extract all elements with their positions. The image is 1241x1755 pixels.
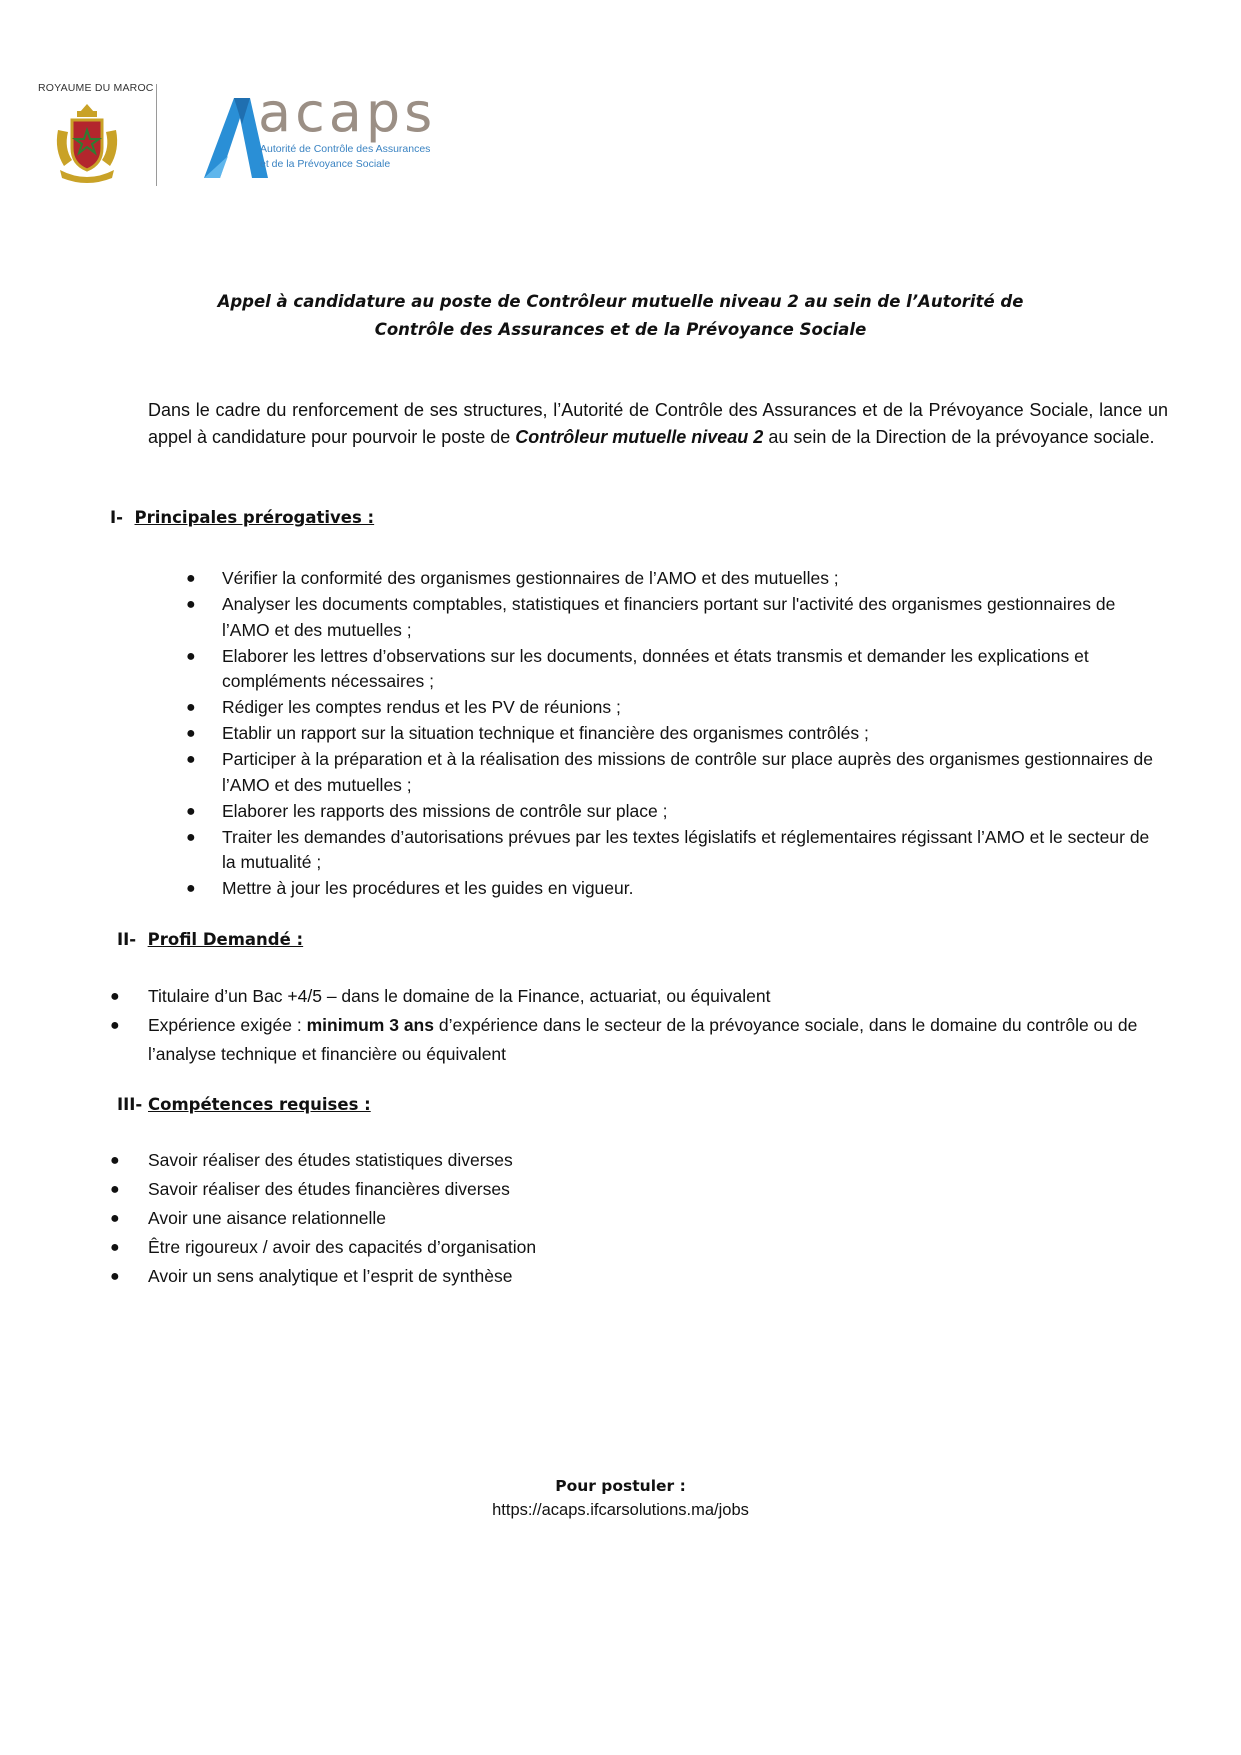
- list-item: ● Elaborer les lettres d’observations sur les documents, données et états transmis et demander les explications et compléments nécessaires ;: [186, 645, 1089, 691]
- section-3-heading: [117, 1095, 371, 1114]
- list-item: ● Expérience exigée : minimum 3 ans d’expérience dans le secteur de la prévoyance sociale, dans le domaine du contrôle ou de l’analyse technique et financière ou équivalent: [110, 1011, 1170, 1069]
- bullet-icon: ●: [186, 699, 196, 716]
- list-item: ● Mettre à jour les procédures et les guides en vigueur.: [186, 876, 1166, 902]
- list-item: ● Etablir un rapport sur la situation technique et financière des organismes contrôlés ;: [186, 721, 1166, 747]
- brand-name: acaps: [258, 81, 437, 144]
- list-item: ● Avoir une aisance relationnelle: [110, 1204, 1170, 1233]
- list-item: ● Participer à la préparation et à la réalisation des missions de contrôle sur place auprès des organismes gestionnaires de l’AMO et des mutuelles ;: [186, 749, 1153, 795]
- list-item: ● Savoir réaliser des études statistiques diverses: [110, 1146, 1170, 1175]
- intro-text-end: au sein de la Direction de la prévoyance sociale.: [763, 427, 1155, 447]
- kingdom-label: ROYAUME DU MAROC: [38, 82, 154, 94]
- coat-of-arms-icon: [50, 100, 124, 184]
- skills-list: [110, 1146, 1170, 1291]
- title-line-2: Contrôle des Assurances et de la Prévoyance Sociale: [374, 320, 867, 339]
- apply-label: Pour postuler :: [555, 1477, 686, 1495]
- list-item: ● Rédiger les comptes rendus et les PV de réunions ;: [186, 695, 1166, 721]
- section-1-number: I-: [110, 508, 123, 527]
- bullet-icon: ●: [110, 1017, 120, 1034]
- bullet-icon: ●: [110, 1210, 120, 1227]
- bullet-icon: ●: [186, 751, 196, 768]
- profile-list: [110, 982, 1170, 1069]
- list-item: ● Analyser les documents comptables, statistiques et financiers portant sur l'activité des organismes gestionnaires de l’AMO et des mutuelles ;: [186, 594, 1116, 640]
- section-2-heading: [117, 930, 303, 949]
- intro-position-name: Contrôleur mutuelle niveau 2: [515, 427, 764, 447]
- bullet-icon: ●: [186, 596, 196, 613]
- section-2-number: II-: [117, 930, 137, 949]
- bullet-icon: ●: [186, 570, 196, 587]
- experience-requirement: minimum 3 ans: [306, 1015, 434, 1035]
- bullet-icon: ●: [110, 1268, 120, 1285]
- bullet-icon: ●: [110, 1152, 120, 1169]
- bullet-icon: ●: [186, 647, 196, 665]
- section-3-title: Compétences requises :: [148, 1095, 371, 1114]
- section-1-heading: [110, 508, 374, 527]
- section-2-title: Profil Demandé :: [147, 930, 304, 949]
- intro-paragraph: [148, 397, 1168, 451]
- list-item: ● Elaborer les rapports des missions de contrôle sur place ;: [186, 799, 1166, 825]
- header-divider: [156, 84, 157, 186]
- list-item: ● Savoir réaliser des études financières diverses: [110, 1175, 1170, 1204]
- bullet-icon: ●: [186, 828, 196, 846]
- prerogatives-list: [186, 566, 1166, 902]
- bullet-icon: ●: [186, 725, 196, 742]
- bullet-icon: ●: [110, 1239, 120, 1256]
- brand-subtitle-line1: Autorité de Contrôle des Assurances: [260, 143, 431, 155]
- section-1-title: Principales prérogatives :: [134, 508, 375, 527]
- section-3-number: III-: [117, 1095, 143, 1114]
- bullet-icon: ●: [110, 1181, 120, 1198]
- list-item: ● Être rigoureux / avoir des capacités d’organisation: [110, 1233, 1170, 1262]
- bullet-icon: ●: [186, 880, 196, 897]
- list-item: ● Vérifier la conformité des organismes gestionnaires de l’AMO et des mutuelles ;: [186, 566, 1166, 592]
- brand-subtitle-line2: et de la Prévoyance Sociale: [260, 158, 391, 170]
- intro-text-start: Dans le cadre du renforcement de ses structures, l’Autorité de Contrôle des Assurances et de la Prévoyance Sociale, lance un appel à candidature pour pourvoir le poste de: [148, 400, 1168, 447]
- list-item: ● Traiter les demandes d’autorisations prévues par les textes législatifs et réglementaires régissant l’AMO et le secteur de la mutualité ;: [186, 826, 1150, 872]
- apply-url-link[interactable]: https://acaps.ifcarsolutions.ma/jobs: [492, 1501, 749, 1519]
- list-item: ● Titulaire d’un Bac +4/5 – dans le domaine de la Finance, actuariat, ou équivalent: [110, 982, 1170, 1011]
- bullet-icon: ●: [186, 802, 196, 820]
- page-title: [0, 288, 1241, 344]
- letterhead: [36, 82, 456, 192]
- bullet-icon: ●: [110, 988, 120, 1005]
- list-item: ● Avoir un sens analytique et l’esprit de synthèse: [110, 1262, 1170, 1291]
- apply-footer: [0, 1474, 1241, 1522]
- title-line-1: Appel à candidature au poste de Contrôleur mutuelle niveau 2 au sein de l’Autorité de: [217, 292, 1024, 311]
- brand-subtitle: [260, 142, 430, 172]
